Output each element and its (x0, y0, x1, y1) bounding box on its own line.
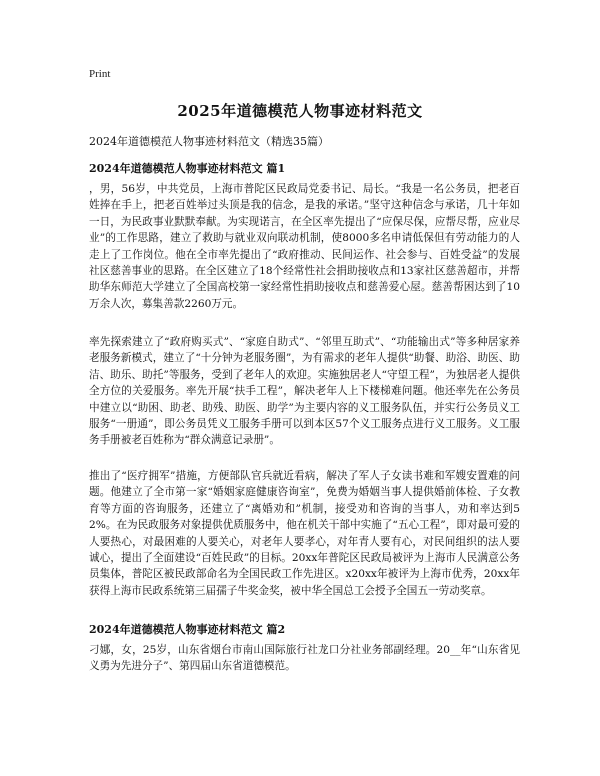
section-1-paragraph-1: ，男，56岁，中共党员，上海市普陀区民政局党委书记、局长。“我是一名公务员，把老百姓捧在手上，把老百姓举过头顶是我的信念，是我的承诺。”坚守这种信念与承诺，几十年如一日，为民政事业默默奉献。为实现诺言，在全区率先提出了“应保尽保，应帮尽帮，应业尽业”的工作思路，建立了救助与就业双向联动机制，使8000多名申请低保但有劳动能力的人走上了工作岗位。他在全市率先提出了“政府推动、民间运作、社会参与、百姓受益”的发展社区慈善事业的思路。在全区建立了18个经常性社会捐助接收点和13家社区慈善超市，并帮助华东师范大学建立了全国高校第一家经常性捐助接收点和慈善爱心屋。慈善帮困达到了10万余人次，募集善款2260万元。 (89, 183, 520, 310)
print-label[interactable]: Print (89, 68, 111, 80)
page-title: 2025年道德模范人物事迹材料范文 (177, 102, 423, 120)
section-1-paragraph-3: 推出了“医疗拥军”措施，方便部队官兵就近看病，解决了军人子女读书难和军嫂安置难的问题。他建立了全市第一家“婚姻家庭健康咨询室”，免费为婚姻当事人提供婚前体检、子女教育等方面的咨询服务，还建立了“离婚劝和”机制，接受劝和咨询的当事人，劝和率达到52%。在为民政服务对象提供优质服务中，他在机关干部中实施了“五心工程”，即对最可爱的人要热心，对最困难的人要关心，对老年人要孝心，对年青人要有心，对民间组织的法人要诚心，提出了全面建设“百姓民政”的目标。20xx年普陀区民政局被评为上海市人民满意公务员集体，普陀区被民政部命名为全国民政工作先进区。x20xx年被评为上海市优秀，20xx年获得上海市民政系统第三届孺子牛奖金奖，被中华全国总工会授予全国五一劳动奖章。 (89, 470, 520, 597)
section-2-paragraph-1: 刁娜，女，25岁，山东省烟台市南山国际旅行社龙口分社业务部副经理。20__年“山东省见义勇为先进分子”、第四届山东省道德模范。 (89, 644, 520, 673)
section-2-heading: 2024年道德模范人物事迹材料范文 篇2 (89, 623, 286, 636)
section-1-paragraph-2: 率先探索建立了“政府购买式”、“家庭自助式”、“邻里互助式”、“功能输出式”等多种居家养老服务新模式，建立了“十分钟为老服务圈”，为有需求的老年人提供“助餐、助浴、助医、助洁、助乐、助托”等服务，受到了老年人的欢迎。实施独居老人“守望工程”，为独居老人提供全方位的关爱服务。率先开展“扶手工程”，解决老年人上下楼梯难问题。他还率先在公务员中建立以“助困、助老、助残、助医、助学”为主要内容的义工服务队伍，并实行公务员义工服务“一册通”，即公务员凭义工服务手册可以到本区57个义工服务点进行义工服务。义工服务手册被老百姓称为“群众满意记录册”。 (89, 336, 520, 447)
section-1-heading: 2024年道德模范人物事迹材料范文 篇1 (89, 162, 286, 175)
document-subtitle: 2024年道德模范人物事迹材料范文（精选35篇） (89, 135, 329, 148)
